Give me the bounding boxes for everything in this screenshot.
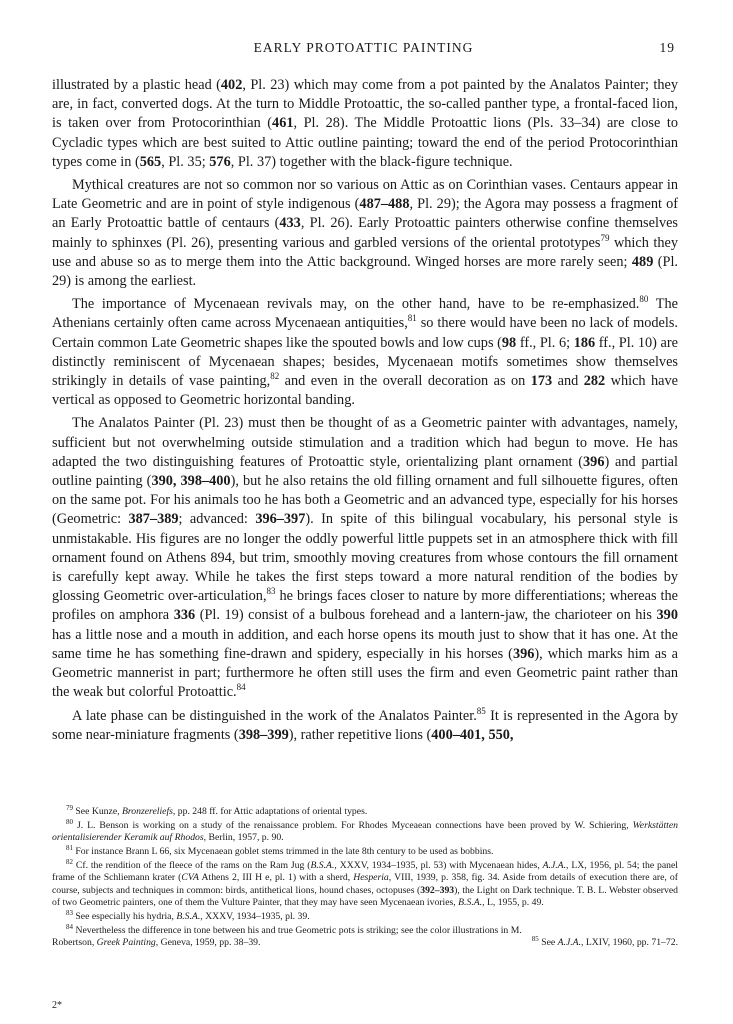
catalogue-number: 461	[272, 115, 294, 132]
footnote-ref: 81	[407, 313, 417, 324]
text-run: , Pl. 35;	[161, 153, 210, 170]
italic-title: Hesperia	[353, 872, 389, 884]
catalogue-number: 400–401, 550,	[431, 726, 514, 743]
catalogue-number: 398–399	[238, 726, 289, 743]
text-run: and even in the overall decoration as on	[279, 373, 531, 390]
text-run: Cf. the rendition of the fleece of the rams on the Ram Jug (	[73, 859, 311, 871]
catalogue-number: 336	[173, 607, 196, 624]
footnote-ref: 85	[531, 934, 539, 943]
footnote-ref: 82	[270, 371, 280, 382]
footnote	[52, 843, 678, 858]
text-run: illustrated by a plastic head (	[52, 77, 221, 93]
catalogue-number: 392–393	[420, 884, 455, 896]
paragraph	[52, 295, 678, 410]
text-run: , Geneva, 1959, pp. 38–39.	[155, 936, 261, 948]
text-run: , VIII, 1939, p. 358, fig. 34. Aside from details of execution there are, of course, subjects and techniques in common: birds, antithetical lions, hound chases, octopuses (	[52, 872, 678, 896]
footnote-aside	[531, 934, 678, 949]
footnote-ref: 79	[66, 803, 73, 812]
italic-title: Bronzereliefs	[121, 806, 173, 817]
footnote-ref: 80	[639, 294, 649, 305]
footnote	[52, 908, 678, 923]
catalogue-number: 390	[656, 607, 678, 624]
catalogue-number: 433	[279, 215, 301, 232]
signature-mark: 2*	[52, 1000, 62, 1011]
text-run: , Berlin, 1957, p. 90.	[203, 832, 284, 844]
italic-title: Werkstätten orientalisierender Keramik auf Rhodos	[52, 819, 678, 844]
footnote	[52, 922, 678, 950]
text-run: (Pl. 29) is among the earliest.	[52, 253, 678, 290]
text-run: which they use and abuse so as to merge them into the Attic background. Winged horses are more rarely seen;	[52, 234, 679, 270]
text-run: The Analatos Painter (Pl. 23) must then be thought of as a Geometric painter with advantages, namely, sufficient but not overwhelming outside stimulation and a tradition which had begun to move. He has adapted the two distinguishing features of Protoattic style, orientalizing plant ornament (	[52, 415, 678, 470]
italic-title: B.S.A.	[310, 859, 335, 871]
text-run: ; advanced:	[178, 511, 256, 528]
catalogue-number: 173	[530, 373, 553, 390]
footnote-ref: 79	[600, 232, 610, 243]
text-run: Athens 2, III H e, pl. 1) with a sherd,	[198, 872, 354, 884]
text-run: The importance of Mycenaean revivals may, on the other hand, have to be re-emphasized.	[72, 296, 640, 313]
text-run: ) and partial outline painting (	[52, 453, 678, 490]
text-run: , pp. 248 ff. for Attic adaptations of oriental types.	[172, 806, 368, 817]
running-header	[52, 40, 675, 62]
text-run: , XXXV, 1934–1935, pl. 39.	[200, 910, 310, 922]
catalogue-number: 565	[139, 153, 162, 170]
text-run: , LXIV, 1960, pp. 71–72.	[581, 936, 678, 948]
footnote-ref: 84	[236, 682, 246, 693]
text-run: , Pl. 29); the Agora may possess a fragment of an Early Protoattic battle of centaurs (	[52, 196, 678, 232]
paragraph	[52, 76, 678, 172]
text-run: , Pl. 26). Early Protoattic painters otherwise confine themselves mainly to sphinxes (Pl. 26), presenting various and garbled versions of the oriental prototypes	[52, 215, 678, 251]
text-run: ), which marks him as a Geometric mannerist in part; furthermore he often still uses the firm and even Geometric paint rather than the weak but colorful Protoattic.	[52, 645, 678, 701]
text-run: , L, 1955, p. 49.	[482, 896, 544, 908]
text-run: J. L. Benson is working on a study of the renaissance problem. For Rhodes Myceaean connections have been proved by W. Schiering,	[73, 819, 633, 831]
footnote-ref: 81	[66, 843, 73, 852]
footnote-ref: 85	[476, 705, 486, 716]
footnote-main	[52, 922, 522, 950]
catalogue-number: 576	[209, 153, 231, 170]
catalogue-number: 98	[501, 334, 517, 351]
footnotes	[52, 803, 678, 951]
text-run: It is represented in the Agora by some near-miniature fragments (	[52, 707, 679, 743]
text-run: ff., Pl. 10) are distinctly reminiscent of Mycenaean shapes; besides, Mycenaean motifs sometimes show themselves strikingly in details of vase painting,	[52, 334, 679, 390]
italic-title: A.J.A.	[557, 936, 582, 948]
text-run: , Pl. 37) together with the black-figure technique.	[230, 153, 513, 170]
catalogue-number: 396	[512, 645, 535, 662]
italic-title: B.S.A.	[176, 910, 201, 922]
catalogue-number: 390, 398–400	[151, 473, 231, 490]
text-run: , Pl. 28). The Middle Protoattic lions (Pls. 33–34) are close to Cycladic types which are best suited to Attic outline painting; toward the end of the period Protocorinthian types come in (	[52, 115, 678, 170]
paragraph	[52, 176, 678, 291]
footnote	[52, 803, 678, 818]
paragraph	[52, 707, 678, 745]
running-title: EARLY PROTOATTIC PAINTING	[253, 40, 474, 55]
text-run: ). In spite of this bilingual vocabulary, his personal style is unmistakable. His figures are no longer the oddly powerful little puppets set in an atmosphere thick with fill ornament found on Athens 894, but trim, smoothly moving creatures from whose contours the fill ornament is carefully kept away. While he takes the first steps toward a more natural rendition of the bodies by glossing Geometric over-articulation,	[52, 511, 678, 605]
footnote-ref: 80	[66, 817, 73, 826]
catalogue-number: 402	[220, 77, 243, 93]
text-run: (Pl. 19) consist of a bulbous forehead and a lantern-jaw, the charioteer on his	[195, 607, 657, 624]
paragraph	[52, 414, 678, 702]
text-run: See Kunze,	[73, 806, 122, 817]
text-run: ), rather repetitive lions (	[288, 726, 432, 743]
text-run: has a little nose and a mouth in addition, and each horse opens its mouth just to show that it has one. At the same time he has something fine-drawn and spidery, especially in his horses (	[52, 626, 678, 662]
footnote-ref: 82	[66, 857, 73, 866]
text-run: Mythical creatures are not so common nor so various on Attic as on Corinthian vases. Centaurs appear in Late Geometric and are in point of style indigenous (	[52, 177, 678, 213]
text-run: The Athenians certainly often came across Mycenaean antiquities,	[52, 296, 678, 332]
catalogue-number: 396–397	[255, 511, 306, 528]
italic-title: A.J.A.	[542, 859, 567, 871]
page-number: 19	[659, 40, 675, 55]
footnote	[52, 817, 678, 845]
text-run: Nevertheless the difference in tone between his and true Geometric pots is striking; see the color illustrations in M. Robertson,	[52, 924, 522, 948]
text-run: A late phase can be distinguished in the work of the Analatos Painter.	[72, 707, 477, 724]
text-run: ff., Pl. 6;	[516, 334, 574, 351]
text-run: ), but he also retains the old filling ornament and full silhouette figures, often on the same pot. For his animals too he has both a Geometric and an advanced type, especially for his horses (Geometric:	[52, 473, 678, 528]
footnote-ref: 83	[66, 908, 73, 917]
text-run: ), the Light on Dark technique. T. B. L. Webster observed of two Geometric painters, one of them the Vulture Painter, that they may have seen Mycenaean ivories,	[52, 884, 678, 908]
catalogue-number: 489	[631, 253, 654, 270]
footnote-ref: 83	[266, 586, 276, 597]
catalogue-number: 186	[573, 334, 596, 351]
text-run: and	[552, 373, 584, 390]
catalogue-number: 282	[583, 373, 606, 390]
main-text	[52, 76, 678, 749]
catalogue-number: 387–389	[128, 511, 179, 528]
text-run: For instance Brann L 66, six Mycenaean goblet stems trimmed in the late 8th century to be used as bobbins.	[73, 846, 494, 858]
italic-title: B.S.A.	[458, 896, 483, 908]
text-run: , Pl. 23) which may come from a pot painted by the Analatos Painter; they are, in fact, converted dogs. At the turn to Middle Protoattic, the so-called panther type, a frontal-faced lion, is taken over from Protocorinthian (	[52, 77, 678, 132]
italic-title: CVA	[181, 872, 199, 884]
footnote	[52, 857, 678, 909]
footnote-ref: 84	[66, 922, 73, 931]
text-run: so there would have been no lack of models. Certain common Late Geometric shapes like the spouted bowls and low cups (	[52, 315, 678, 351]
text-run: See especially his hydria,	[73, 910, 177, 922]
text-run: , LX, 1956, pl. 54; the panel frame of the Schliemann krater (	[52, 859, 678, 884]
italic-title: Greek Painting	[96, 936, 156, 948]
catalogue-number: 396	[583, 453, 605, 470]
text-run: he brings faces closer to nature by more differentiations; whereas the profiles on amphora	[52, 588, 678, 624]
text-run: , XXXV, 1934–1935, pl. 53) with Mycenaean hides,	[334, 859, 543, 871]
text-run: which have vertical as opposed to Geometric horizontal banding.	[52, 373, 678, 409]
catalogue-number: 487–488	[359, 196, 410, 213]
text-run: See	[538, 936, 558, 948]
